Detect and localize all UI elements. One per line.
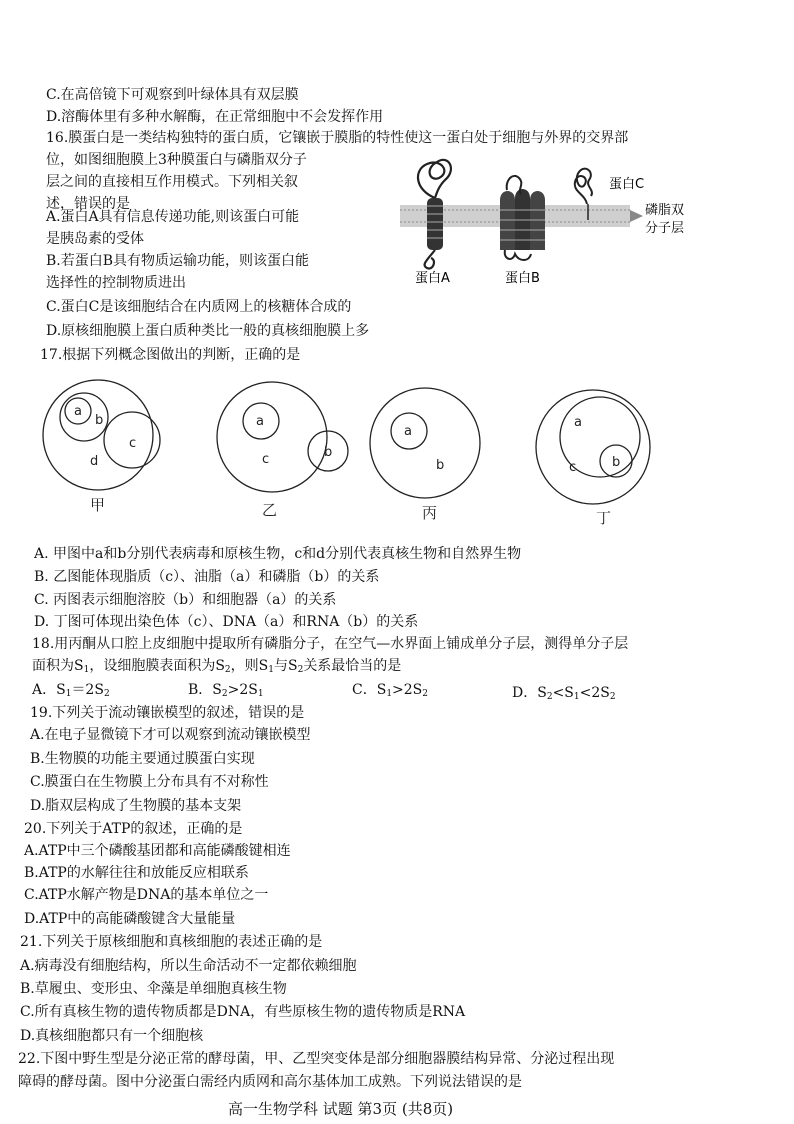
diagram-jia-letter-d: d [90, 454, 99, 469]
diagram-bing-caption: 丙 [422, 504, 438, 522]
page-footer: 高一生物学科 试题 第3页 (共8页) [228, 1100, 454, 1118]
diagram-ding-outer-circle [536, 390, 650, 504]
diagram-bing-letter-a: a [404, 424, 412, 439]
diagram-bing-outer-circle [370, 388, 480, 498]
q19-option-a: A.在电子显微镜下才可以观察到流动镶嵌模型 [30, 727, 311, 743]
q21-option-a: A.病毒没有细胞结构，所以生命活动不一定都依赖细胞 [20, 958, 357, 974]
q19-option-c: C.膜蛋白在生物膜上分布具有不对称性 [30, 774, 269, 790]
protein-b-label: 蛋白B [505, 271, 540, 286]
q18-option-d: D．$S_2<S_1<2S_2$ [512, 685, 616, 702]
q16-stem-line3: 层之间的直接相互作用模式。下列相关叙 [46, 174, 298, 190]
q17-stem: 17.根据下列概念图做出的判断，正确的是 [40, 347, 301, 363]
diagram-yi-letter-c: c [262, 452, 270, 467]
q17-option-b: B. 乙图能体现脂质（c）、油脂（a）和磷脂（b）的关系 [34, 569, 380, 585]
q17-option-a: A. 甲图中a和b分别代表病毒和原核生物，c和d分别代表真核生物和自然界生物 [34, 546, 522, 562]
q20-option-a: A.ATP中三个磷酸基团都和高能磷酸键相连 [24, 843, 291, 859]
protein-a-helix [427, 198, 443, 250]
protein-a-label: 蛋白A [415, 271, 450, 286]
q17-option-c: C. 丙图表示细胞溶胶（b）和细胞器（a）的关系 [34, 592, 337, 608]
q16-stem-line1: 16.膜蛋白是一类结构独特的蛋白质，它镶嵌于膜脂的特性使这一蛋白处于细胞与外界的交界部 [46, 130, 629, 146]
q20-option-c: C.ATP水解产物是DNA的基本单位之一 [24, 887, 269, 903]
q20-stem: 20.下列关于ATP的叙述，正确的是 [24, 821, 243, 837]
q16-option-b-line1: B.若蛋白B具有物质运输功能，则该蛋白能 [46, 253, 310, 269]
protein-b-shape [500, 176, 545, 260]
q16-option-a-line2: 是胰岛素的受体 [46, 231, 144, 247]
membrane-protein-figure [395, 150, 695, 295]
bilayer-label-line1: 磷脂双 [645, 203, 685, 218]
diagram-yi-outer-circle [217, 382, 327, 492]
diagram-jia-letter-c: c [129, 436, 137, 451]
diagram-ding-caption: 丁 [596, 509, 612, 527]
diagram-ding-letter-a: a [574, 415, 582, 430]
q21-stem: 21.下列关于原核细胞和真核细胞的表述正确的是 [20, 934, 323, 950]
q16-option-d: D.原核细胞膜上蛋白质种类比一般的真核细胞膜上多 [46, 323, 370, 339]
arrow-icon [630, 210, 643, 222]
diagram-jia-caption: 甲 [90, 496, 106, 514]
q22-stem-line2: 障碍的酵母菌。图中分泌蛋白需经内质网和高尔基体加工成熟。下列说法错误的是 [18, 1074, 522, 1090]
diagram-yi-caption: 乙 [262, 501, 278, 519]
diagram-ding-letter-c: c [569, 460, 577, 475]
q16-option-c: C.蛋白C是该细胞结合在内质网上的核糖体合成的 [46, 299, 352, 315]
q18-stem-line1: 18.用丙酮从口腔上皮细胞中提取所有磷脂分子，在空气—水界面上铺成单分子层，测得单分子层 [32, 636, 629, 652]
q16-stem-line4: 述，错误的是 [46, 196, 130, 212]
q17-option-d: D. 丁图可体现出染色体（c）、DNA（a）和RNA（b）的关系 [34, 614, 419, 630]
q18-option-a: A．$S_1=2S_2$ [32, 682, 110, 699]
diagram-ding-letter-b: b [612, 455, 621, 470]
diagram-yi-letter-b: b [324, 445, 333, 460]
diagram-jia-letter-a: a [74, 404, 82, 419]
q18-option-b: B．$S_2>2S_1$ [188, 682, 264, 699]
q15-option-c: C.在高倍镜下可观察到叶绿体具有双层膜 [46, 87, 299, 103]
diagram-bing-letter-b: b [436, 458, 445, 473]
q21-option-b: B.草履虫、变形虫、伞藻是单细胞真核生物 [20, 981, 287, 997]
q18-option-c: C．$S_1>2S_2$ [352, 682, 429, 699]
q21-option-d: D.真核细胞都只有一个细胞核 [20, 1028, 204, 1044]
q21-option-c: C.所有真核生物的遗传物质都是DNA，有些原核生物的遗传物质是RNA [20, 1004, 466, 1020]
q20-option-d: D.ATP中的高能磷酸键含大量能量 [24, 911, 236, 927]
concept-diagrams [40, 375, 680, 530]
diagram-jia-outer-circle [43, 380, 153, 490]
diagram-yi-letter-a: a [256, 414, 264, 429]
q18-stem-line2: 面积为$S_1$，设细胞膜表面积为$S_2$，则$S_1$与$S_2$关系最恰当的是 [32, 658, 402, 675]
bilayer-label-line2: 分子层 [645, 221, 685, 236]
q16-option-a-line1: A.蛋白A具有信息传递功能,则该蛋白可能 [46, 209, 300, 225]
q20-option-b: B.ATP的水解往往和放能反应相联系 [24, 865, 249, 881]
protein-c-label: 蛋白C [609, 177, 645, 192]
q16-option-b-line2: 选择性的控制物质进出 [46, 275, 186, 291]
q19-option-b: B.生物膜的功能主要通过膜蛋白实现 [30, 751, 255, 767]
q22-stem-line1: 22.下图中野生型是分泌正常的酵母菌，甲、乙型突变体是部分细胞器膜结构异常、分泌过程出现 [18, 1051, 615, 1067]
q19-stem: 19.下列关于流动镶嵌模型的叙述，错误的是 [30, 705, 305, 721]
q19-option-d: D.脂双层构成了生物膜的基本支架 [30, 798, 242, 814]
diagram-jia-letter-b: b [95, 413, 104, 428]
q15-option-d: D.溶酶体里有多种水解酶，在正常细胞中不会发挥作用 [46, 109, 384, 125]
q16-stem-line2: 位，如图细胞膜上3种膜蛋白与磷脂双分子 [46, 152, 307, 168]
